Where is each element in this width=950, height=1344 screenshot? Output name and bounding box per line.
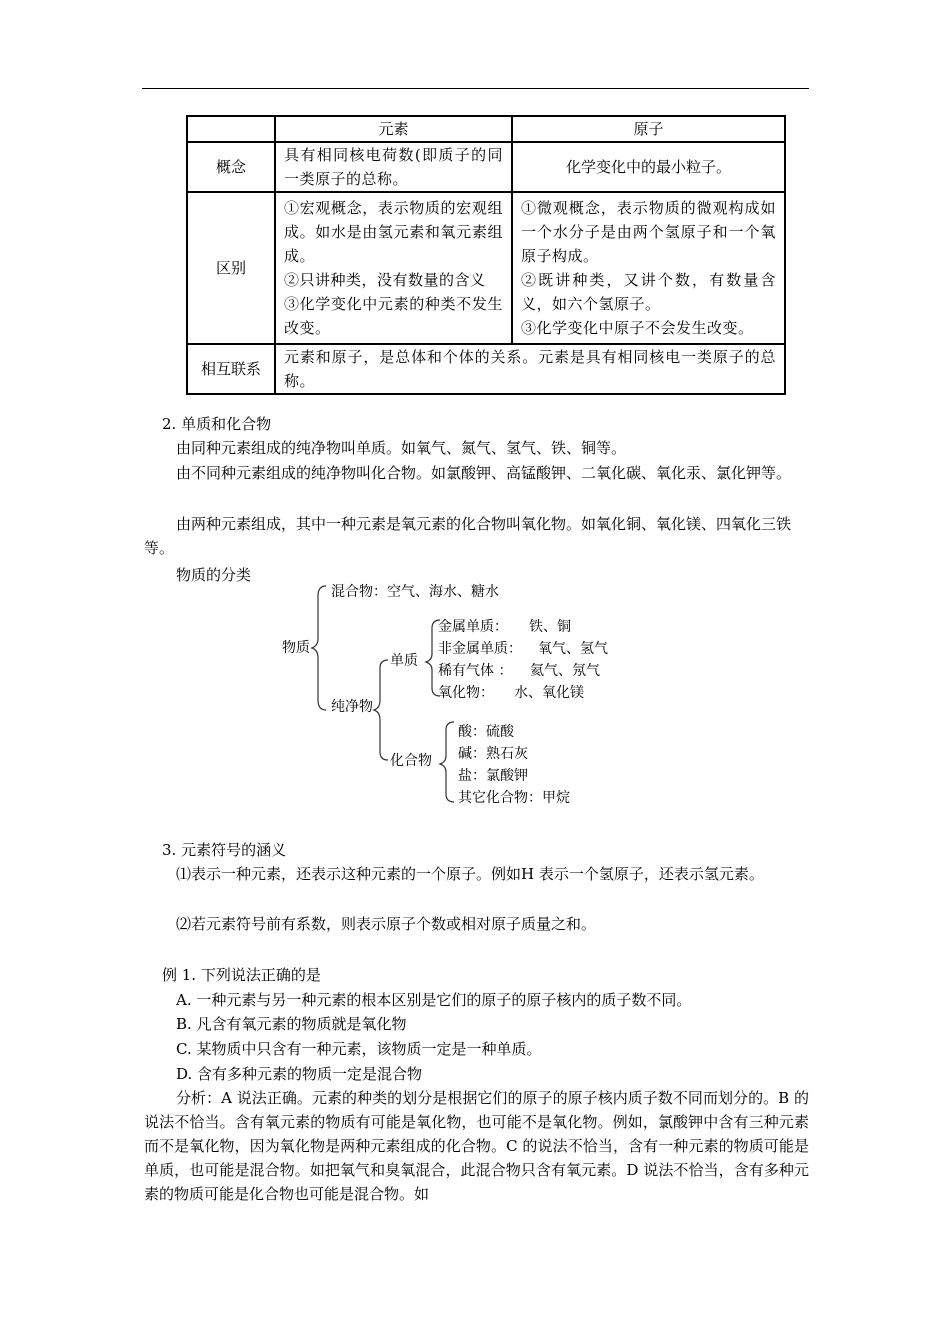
difference-element-line: ②只讲种类，没有数量的含义 xyxy=(284,271,486,289)
example-option-b: B. 凡含有氧元素的物质就是氧化物 xyxy=(176,1015,407,1033)
compound-item: 其它化合物：甲烷 xyxy=(458,790,570,806)
section2-title: 2. 单质和化合物 xyxy=(162,415,272,433)
row-label-difference: 区别 xyxy=(187,192,275,344)
relation-text: 元素和原子，是总体和个体的关系。元素是具有相同核电一类原子的总称。 xyxy=(275,344,785,394)
diagram-simple: 单质 xyxy=(390,653,418,669)
classify-title: 物质的分类 xyxy=(176,566,252,584)
simple-item-value: 水、氧化镁 xyxy=(514,685,584,701)
concept-atom: 化学变化中的最小粒子。 xyxy=(512,142,785,192)
simple-item-key: 非金属单质： xyxy=(438,641,522,657)
difference-atom-line: ②既讲种类，又讲个数，有数量含义，如六个氢原子。 xyxy=(521,271,776,313)
diagram-pure: 纯净物 xyxy=(331,699,373,715)
section3-p1: ⑴表示一种元素，还表示这种元素的一个原子。例如H 表示一个氢原子，还表示氢元素。 xyxy=(176,865,764,883)
concept-element: 具有相同核电荷数(即质子的同一类原子的总称。 xyxy=(275,142,512,192)
difference-atom-line: ①微观概念，表示物质的微观构成如一个水分子是由两个氢原子和一个氧原子构成。 xyxy=(521,199,776,265)
example-title: 例 1. 下列说法正确的是 xyxy=(162,966,321,984)
simple-item-value: 氧气、氢气 xyxy=(538,641,608,657)
simple-item-value: 氦气、氖气 xyxy=(530,663,600,679)
section2-p2: 由不同种元素组成的纯净物叫化合物。如氯酸钾、高锰酸钾、二氧化碳、氧化汞、氯化钾等。 xyxy=(176,464,792,482)
diagram-root: 物质 xyxy=(282,640,310,656)
simple-item-value: 铁、铜 xyxy=(529,619,571,635)
difference-atom-line: ③化学变化中原子不会发生改变。 xyxy=(521,319,754,337)
simple-item-key: 氧化物： xyxy=(438,685,494,701)
row-label-concept: 概念 xyxy=(187,142,275,192)
simple-item-key: 稀有气体 ： xyxy=(438,663,513,679)
section3-p2: ⑵若元素符号前有系数，则表示原子个数或相对原子质量之和。 xyxy=(176,915,597,933)
diagram-mixture: 混合物：空气、海水、糖水 xyxy=(331,584,499,600)
compound-item: 盐：氯酸钾 xyxy=(458,768,528,784)
compound-item: 酸：硫酸 xyxy=(458,724,514,740)
difference-element-line: ①宏观概念，表示物质的宏观组成。如水是由氢元素和氧元素组成。 xyxy=(284,199,503,265)
example-option-a: A. 一种元素与另一种元素的根本区别是它们的原子的原子核内的质子数不同。 xyxy=(176,991,692,1009)
example-option-c: C. 某物质中只含有一种元素，该物质一定是一种单质。 xyxy=(176,1040,542,1058)
root-bracket xyxy=(312,586,326,710)
diagram-compound: 化合物 xyxy=(390,753,432,769)
row-label-relation: 相互联系 xyxy=(187,344,275,394)
difference-element-line: ③化学变化中元素的种类不发生改变。 xyxy=(284,295,503,337)
example-analysis: 分析：A 说法正确。元素的种类的划分是根据它们的原子的原子核内质子数不同而划分的。B 的说法不恰当。含有氧元素的物质有可能是氧化物，也可能不是氧化物。例如，氯酸钾中含有三种元素而不是氧化物，因为氧化物是两种元素组成的化合物。C 的说法不恰当，含有一种元素的物质可能是单质，也可能是混合物。如把氧气和臭氧混合，此混合物只含有氧元素。D 说法不恰当，含有多种元素的物质可能是化合物也可能是混合物。如 xyxy=(144,1089,809,1203)
section3-title: 3. 元素符号的涵义 xyxy=(162,841,287,859)
section2-p3: 由两种元素组成，其中一种元素是氧元素的化合物叫氧化物。如氧化铜、氧化镁、四氧化三铁等。 xyxy=(144,515,792,557)
compound-bracket xyxy=(440,722,454,802)
compound-item: 碱：熟石灰 xyxy=(458,746,528,762)
example-option-d: D. 含有多种元素的物质一定是混合物 xyxy=(176,1065,423,1083)
table-header-element: 元素 xyxy=(275,116,512,142)
simple-item-key: 金属单质： xyxy=(438,619,508,635)
table-header-atom: 原子 xyxy=(512,116,785,142)
pure-bracket xyxy=(374,660,388,760)
section2-p1: 由同种元素组成的纯净物叫单质。如氧气、氮气、氢气、铁、铜等。 xyxy=(176,439,627,457)
